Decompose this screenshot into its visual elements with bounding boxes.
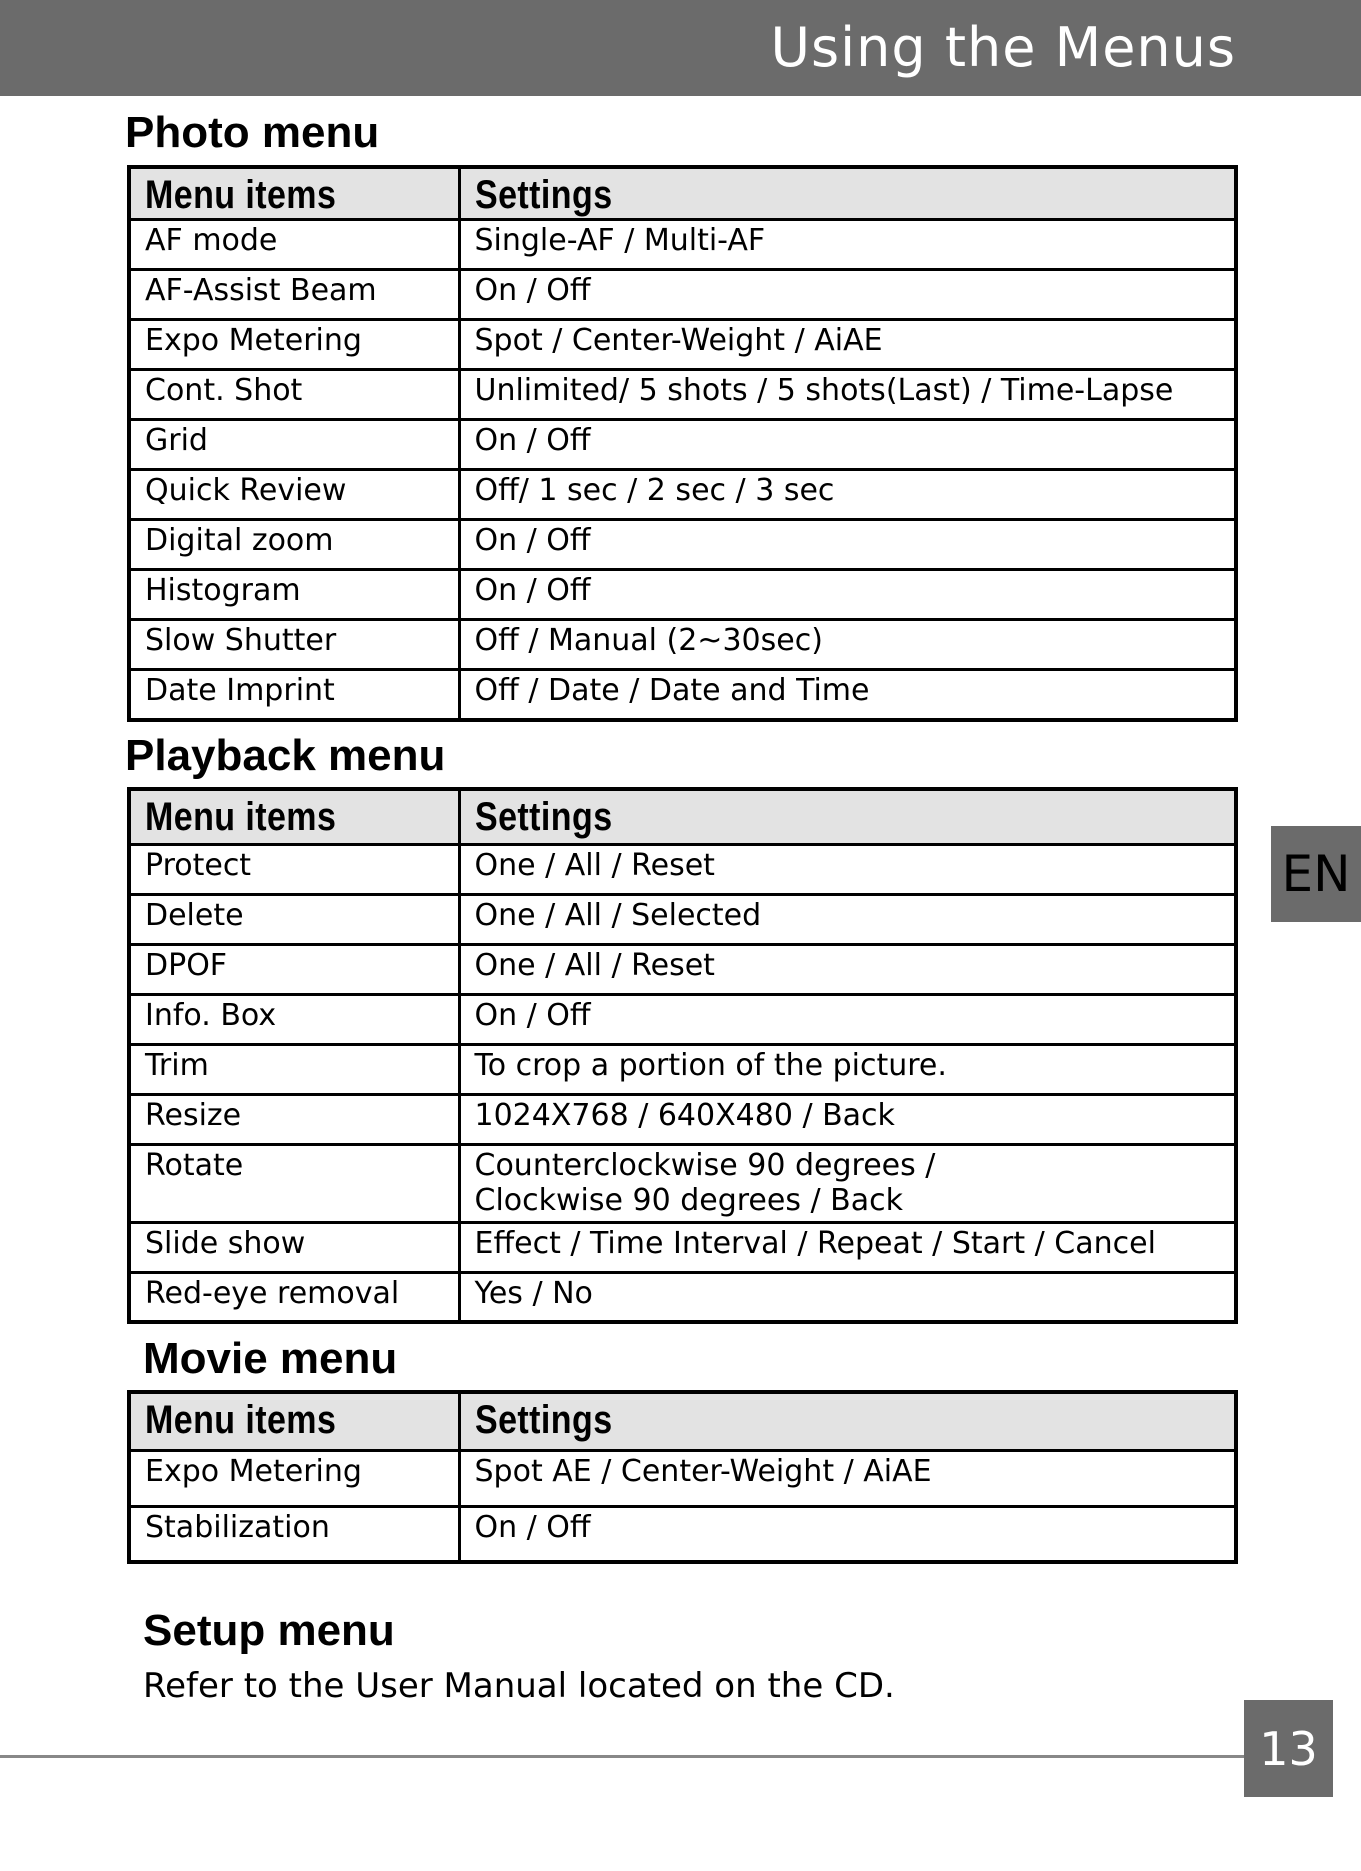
column-header-label: Menu items <box>145 173 337 217</box>
settings-cell <box>459 620 1236 670</box>
menu-item-cell: Resize <box>129 1094 459 1144</box>
table-row <box>129 844 1236 894</box>
menu-item-cell: Cont. Shot <box>129 370 459 420</box>
settings-cell <box>459 1222 1236 1272</box>
settings-cell <box>459 1272 1236 1322</box>
table-row <box>129 1094 1236 1144</box>
table-row <box>129 1506 1236 1562</box>
column-header-settings <box>459 789 1236 844</box>
menu-item-cell: Slide show <box>129 1222 459 1272</box>
settings-line: On / Off <box>474 523 591 558</box>
settings-line: Off / Manual (2~30sec) <box>474 623 823 658</box>
table-row <box>129 670 1236 720</box>
settings-cell <box>459 994 1236 1044</box>
menu-item-cell: AF mode <box>129 220 459 270</box>
table-row <box>129 620 1236 670</box>
photo-menu-table <box>127 165 1238 722</box>
column-header-label: Menu items <box>145 795 337 839</box>
settings-cell <box>459 1506 1236 1562</box>
settings-cell <box>459 894 1236 944</box>
column-header-label: Settings <box>474 173 613 217</box>
setup-menu-heading: Setup menu <box>143 1606 395 1655</box>
settings-cell <box>459 944 1236 994</box>
menu-item-cell: Trim <box>129 1044 459 1094</box>
menu-item-cell: Date Imprint <box>129 670 459 720</box>
table-row <box>129 520 1236 570</box>
settings-cell <box>459 1044 1236 1094</box>
settings-line: One / All / Reset <box>474 847 715 883</box>
settings-cell <box>459 670 1236 720</box>
menu-item-cell: Info. Box <box>129 994 459 1044</box>
bottom-divider <box>0 1755 1244 1758</box>
settings-cell <box>459 320 1236 370</box>
page-number: 13 <box>1244 1700 1333 1797</box>
photo-menu-heading: Photo menu <box>125 108 380 157</box>
playback-menu-heading: Playback menu <box>125 731 446 780</box>
table-row <box>129 370 1236 420</box>
settings-line: 1024X768 / 640X480 / Back <box>474 1097 895 1133</box>
table-row <box>129 570 1236 620</box>
settings-cell <box>459 370 1236 420</box>
table-row <box>129 1272 1236 1322</box>
settings-line: Counterclockwise 90 degrees / <box>474 1147 936 1183</box>
table-row <box>129 470 1236 520</box>
column-header-settings <box>459 1392 1236 1450</box>
settings-line: Off/ 1 sec / 2 sec / 3 sec <box>474 473 835 508</box>
settings-line: One / All / Selected <box>474 897 762 933</box>
column-header-label: Settings <box>474 1398 613 1442</box>
settings-cell <box>459 1144 1236 1222</box>
settings-cell <box>459 1450 1236 1506</box>
settings-cell <box>459 520 1236 570</box>
settings-line: To crop a portion of the picture. <box>474 1047 947 1083</box>
settings-line: Spot / Center-Weight / AiAE <box>474 323 883 358</box>
settings-cell <box>459 570 1236 620</box>
menu-item-cell: Quick Review <box>129 470 459 520</box>
table-header-row <box>129 789 1236 844</box>
movie-menu-heading: Movie menu <box>143 1334 398 1383</box>
settings-cell <box>459 1094 1236 1144</box>
settings-line: On / Off <box>474 273 591 308</box>
table-row <box>129 420 1236 470</box>
menu-item-cell: Red-eye removal <box>129 1272 459 1322</box>
menu-item-cell: DPOF <box>129 944 459 994</box>
page-title: Using the Menus <box>770 16 1236 79</box>
settings-line: Spot AE / Center-Weight / AiAE <box>474 1453 932 1489</box>
table-header-row <box>129 167 1236 220</box>
table-row <box>129 270 1236 320</box>
column-header-label: Settings <box>474 795 613 839</box>
settings-line: Unlimited/ 5 shots / 5 shots(Last) / Time-Lapse <box>474 373 1174 408</box>
menu-item-cell: Protect <box>129 844 459 894</box>
settings-line: Clockwise 90 degrees / Back <box>474 1182 903 1218</box>
menu-item-cell: Rotate <box>129 1144 459 1222</box>
movie-menu-table <box>127 1390 1238 1564</box>
settings-line: On / Off <box>474 573 591 608</box>
settings-line: Single-AF / Multi-AF <box>474 223 766 258</box>
menu-item-cell: Histogram <box>129 570 459 620</box>
column-header-items <box>129 1392 459 1450</box>
table-row <box>129 1222 1236 1272</box>
menu-item-cell: Expo Metering <box>129 320 459 370</box>
menu-item-cell: AF-Assist Beam <box>129 270 459 320</box>
table-row <box>129 220 1236 270</box>
menu-item-cell: Expo Metering <box>129 1450 459 1506</box>
table-row <box>129 994 1236 1044</box>
menu-item-cell: Stabilization <box>129 1506 459 1562</box>
settings-line: Off / Date / Date and Time <box>474 673 870 708</box>
settings-line: On / Off <box>474 1509 591 1545</box>
menu-item-cell: Slow Shutter <box>129 620 459 670</box>
table-header-row <box>129 1392 1236 1450</box>
setup-menu-note: Refer to the User Manual located on the CD. <box>143 1666 895 1706</box>
column-header-items <box>129 789 459 844</box>
table-row <box>129 1144 1236 1222</box>
header-bar <box>0 0 1361 96</box>
table-row <box>129 1044 1236 1094</box>
playback-menu-table <box>127 787 1238 1324</box>
settings-cell <box>459 220 1236 270</box>
column-header-settings <box>459 167 1236 220</box>
settings-cell <box>459 844 1236 894</box>
table-row <box>129 1450 1236 1506</box>
settings-cell <box>459 470 1236 520</box>
settings-line: On / Off <box>474 423 591 458</box>
table-row <box>129 320 1236 370</box>
language-tab: EN <box>1271 826 1361 922</box>
menu-item-cell: Delete <box>129 894 459 944</box>
settings-line: Yes / No <box>474 1275 593 1311</box>
table-row <box>129 944 1236 994</box>
settings-cell <box>459 420 1236 470</box>
settings-line: Effect / Time Interval / Repeat / Start / Cancel <box>474 1225 1156 1261</box>
column-header-label: Menu items <box>145 1398 337 1442</box>
menu-item-cell: Grid <box>129 420 459 470</box>
settings-cell <box>459 270 1236 320</box>
menu-item-cell: Digital zoom <box>129 520 459 570</box>
column-header-items <box>129 167 459 220</box>
settings-line: One / All / Reset <box>474 947 715 983</box>
settings-line: On / Off <box>474 997 591 1033</box>
table-row <box>129 894 1236 944</box>
